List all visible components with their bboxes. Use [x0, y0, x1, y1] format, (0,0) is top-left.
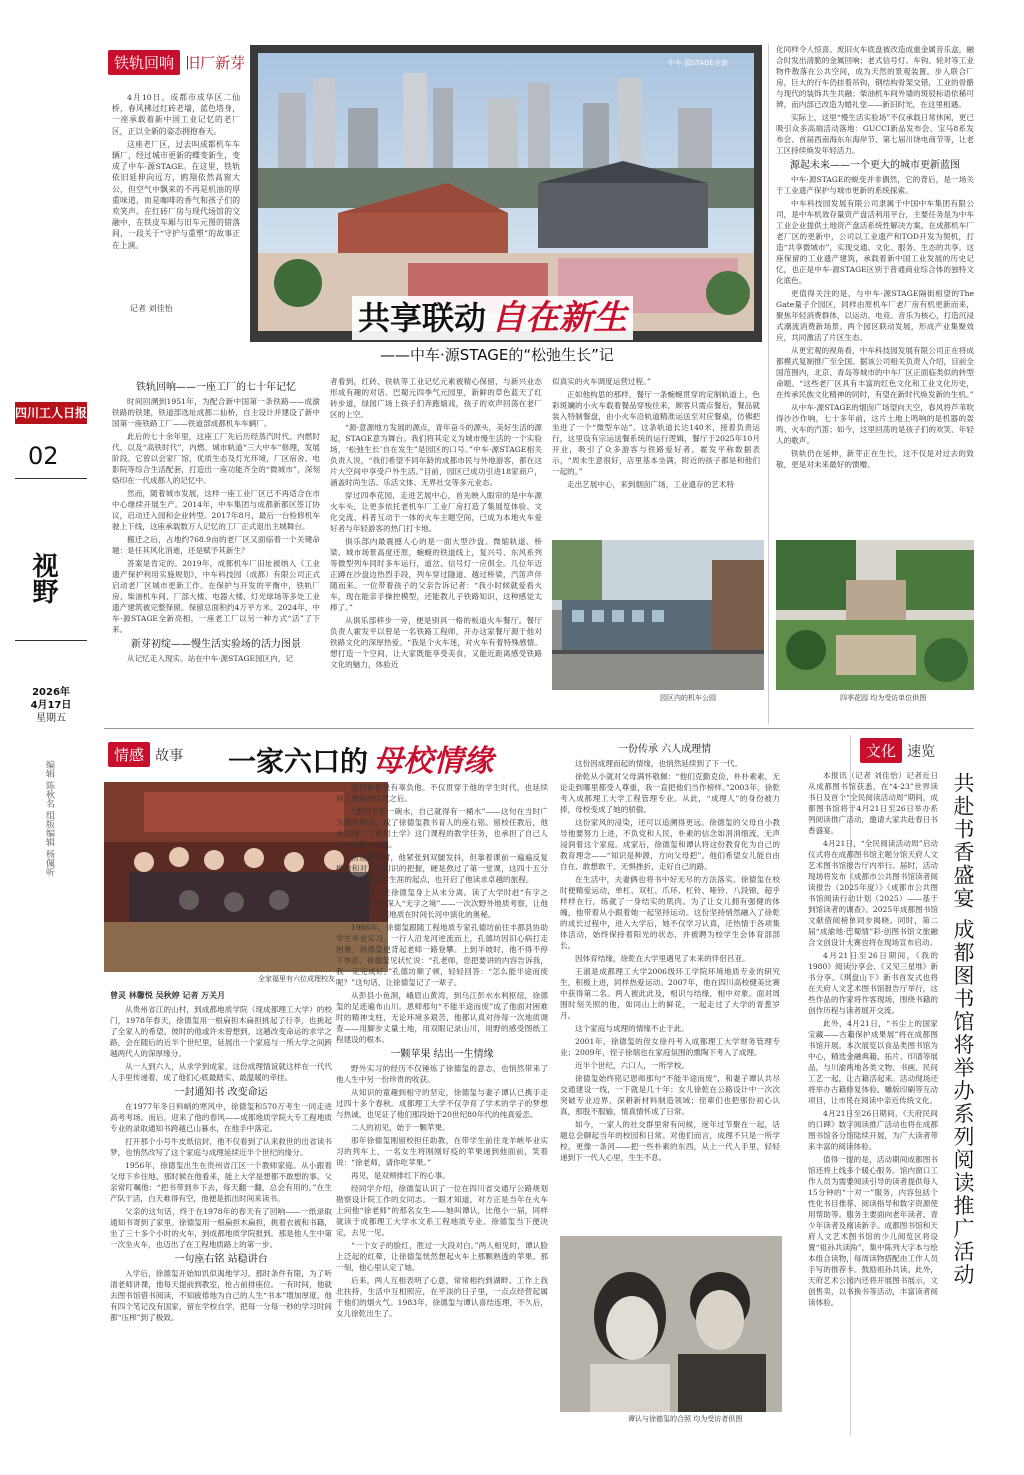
s2-p3: 在1977年冬日料峭的寒风中，徐德玺和570万考生一同走进高考考场。而后，迎来了他的春风——成都地质学院大专工程地质专业的录取通知书跨越已山暮水，在他手中落定。: [110, 1102, 332, 1133]
locomotive-park-photo: [552, 540, 764, 690]
s1-p13: 正如他构思的那样，餐厅一条蜿蜒贯穿的定制轨道上，色彩斑斓的小火车载着餐品穿梭往来，顾客只需点餐后，餐品就装入特制餐盘，由小火车沿轨道精准运送至对应餐桌，仿佛把坐进了一个“微型车站”。这条轨道长达140米，接着负责运行，这里设有宗运送餐系统的运行逻辑，餐厅于2025年10月开业，吸引了众多游客与铁路爱好者。霍发平称数据表示，“周末生意很好，店里基本坐满，附近的孩子都是和他们一起的。”: [552, 390, 760, 476]
editor-credits: 编辑 陈秋名 组版编辑 杨佩听: [44, 760, 54, 877]
s1-p8: “源·意源地方发展的源点，青年奋斗的源头，美好生活的源起，STAGE意为舞台。我们将其定义为城市慢生活的一个实验场，‘松弛生长’自在发生”是园区的口号。”中车·源STAGE相关负责人说，“我们希望不同年龄的成都市民与外地游客，都在这片大空间中享受户外生活。”目前，园区已成功引进18家商户，涵盖时尚生活、乐活文体、无界社交等多元业态。: [330, 423, 542, 487]
story2-tag-suffix: 故事: [155, 748, 184, 764]
couple-photo-caption: 谭认与徐德玺的合照 均为受访者供图: [628, 1415, 743, 1423]
issue-weekday: 星期五: [36, 713, 66, 724]
s2-p15: 从知识的童趣到相守的坚定，徐德玺与妻子谭认已携手走过四十多个春秋。成都理工大学不仅孕育了学术的学子的梦想与热诚，也见证了他们那段始于20世纪80年代的纯真爱恋。: [336, 1088, 548, 1119]
s1-p22: 铁轨仍在延伸，新芽正在生长，这不仅是对过去的致敬，更是对未来最好的馈赠。: [776, 449, 974, 469]
s1-p20: 从更宏观的视角看，中车科技园发展有限公司正在将成都模式复制推广至全国。据该公司相关负责人介绍，目前全国范围内，北京、青岛等城市的中车厂区正面临类似的转型命题。“这些老厂区具有丰富的红色文化和工业文化历史，在传承民族文化精神的同时，有望在新时代焕发新的生机。”: [776, 346, 974, 399]
s1-p16: 实际上，这里“慢生活实验场”不仅承载日常休闲，更已吸引众多高端活动落地：GUCCI新品发布会、宝马8系发布会、首届西南海东东海岸节、第七届川饶电商节等，让老工区持续焕发年轻活力。: [776, 113, 974, 155]
s2-p4: 打开那个小号牛皮纸信封，他不仅看到了认来救世的出省读书梦，也悄然改写了这个家庭与成理延续近半个世纪的缘分。: [110, 1137, 332, 1157]
s1-p19: 更值得关注的是，与中车·源STAGE隔街相望的The Gate量子介园区，同样由原机车厂老厂房有机更新而来，聚焦年轻消费群体，以运动、电竞、音乐为核心，打造沉浸式潮流消费新场景。两个园区联动发展，形成产业集聚效应，共同激活了片区生态。: [776, 289, 974, 342]
s2-p29: 2001年，徐德玺的侄女徐丹考入成都理工大学财务管理专业；2009年，侄子徐瑞也在家庭氛围的熏陶下考入了成理。: [560, 1037, 780, 1057]
s2-p22: 这份因成理而起的情缘，也悄然延续到了下一代。: [575, 759, 743, 768]
story1-lede2: 这座老厂区，过去叫成都机车车辆厂，经过城市更新的蝶变新生，变成了中车·源STAGE。在这里，铁轨依旧延伸向远方，鸥翔依然高窗大公，但空气中飘来的不再是机油的厚重味道，而是咖啡的香气和孩子们的欢笑声。在红砖厂房与现代场馆的交融中，在铁皮车厢与旧车元图的错落间，一段关于“守护与重塑”的故事正在上演。: [112, 139, 240, 250]
s2-p10: 初登讲台时，他紧张到双腿发抖，但靠着课前一遍遍反复推敲和对专业知识的把握，硬是熬过了第一堂课，这四十五分钟，成为他教学生涯的起点，也开启了他读求卓越的旅程。: [336, 853, 548, 884]
story2-tag: 情感: [108, 742, 150, 767]
s2-p28: 这个家庭与成理的情缘不止于此。: [575, 1024, 689, 1033]
story1-lede: 4月10日，成都市成华区二仙桥，春风拂过红砖老墙，蓝色塔身，一座承载着新中国工业记忆的老厂区，正以全新的姿态拥抱春天。: [112, 93, 240, 136]
story1-sub2: 新芽初绽——慢生活实验场的活力图景: [131, 639, 301, 650]
story1-subhead: ——中车·源STAGE的“松弛生长”记: [380, 346, 614, 364]
s2-p20: “一个女子的脸红，胜过一大段对白。”两人相见时，谭认脸上泛起的红晕，让徐德玺恍然想起火车上那颗熟透的苹果。那一刻，他心里认定了她。: [336, 1241, 548, 1272]
story1-tag: 铁轨回响: [108, 50, 180, 75]
s2-p21: 后来，两人互相表明了心意，常常相约到湖畔、工作上我北扶持，生活中互相照应，在平淡的日子里，一点点经营起属于他们的烟火气。1983年，徐德玺与谭认喜结连理，不久后，女儿徐乾出生了。: [336, 1276, 548, 1318]
s2-p8: 这份执着没有辜负他。不仅贯穿于他的学生时代，也延续到了他留校任教之后。: [336, 783, 548, 803]
s1-p3: 然而，随着城市发展，这样一座工业厂区已不再适合在市中心继续开展生产。2014年，中车集团与成都新都区签订协议，启动迁入园和企业转型。2017年8月，最后一台检修机车驶上下线，这座承载数万人记忆的工厂正式退出主城舞台。: [112, 489, 320, 531]
story2-headline-b: 母校情缘: [373, 744, 494, 779]
s2-p9: “要给学生一碗水，自己就得有一桶水”——这句在当时广为流传的话，成了徐德玺教书育人的座右铭。留校任教后，他来担起《工程岩土学》这门课程的教学任务，也承担了自己人生中的第一堂课。: [336, 807, 548, 849]
hero-photo: [258, 53, 754, 331]
s2-p1: 从贵州省江的山村，到成都地质学院（现成都理工大学）的校门，1978年春天，徐德玺用一根扁担木扁担挑起了行李，也挑起了全家人的希望。彼时的他或许未曾想到，这趟改变命运的求学之路，会在随后的近半个世纪里，延展出一个家庭与一所大学之间跨越两代人的深厚缘分。: [110, 1005, 332, 1058]
s3-p5: 4月21日至26日期间，《天府民间的口碑》数字阅读推广活动也将在成都图书馆各分馆陆续开展，为广大读者带来丰富的阅读体验。: [808, 1109, 938, 1151]
story1-headline-b: 自在新生: [491, 298, 628, 338]
section-name: 视野: [28, 552, 58, 604]
s3-p6: 值得一提的是，活动期间成都图书馆还将上线多个暖心服务。馆内窗口工作人员为需要阅读引导的读者提供每人15分钟的“一对一”服务，内容包括个性化书目推荐、阅读指导和数字资源使用帮助等。服务主要面向老年读者、青少年读者及阅读新手。成都图书馆和天府人文艺术图书馆的少儿阅览区将设置“祖孙共读角”，集中陈列大字本与绘本组合读物，每周读物搭配由工作人员手写的推荐卡。鼓励祖孙共读。此外，天府艺术公园内还将开展图书展示，文创售卖，以书换书等活动，丰富读者阅读体验。: [808, 1155, 938, 1307]
masthead-logo: [15, 402, 87, 424]
story2-headline-a: 一家六口的: [228, 745, 369, 778]
s2-p7: 入学后，徐德玺开始如饥似渴地学习。那时条件有限，为了听清老师讲课，他每天提前到教室，抢占前排座位。一有时间，他就去图书馆借书阅读，不知疲倦地为自己的人生“书本”增加厚度。他有四个笔记没有国家，留在学校自学，把每一分每一秒的学习时间都“压榨”到了极致。: [110, 1269, 332, 1322]
issue-date: 4月17日: [30, 700, 72, 711]
s1-p4: 搬迁之后，占地约768.9亩的老厂区又面临着一个关键命题：是任其风化消逝，还是赋予其新生？: [112, 535, 320, 555]
s2-p18: 再见，是双颊排红下的心事。: [351, 1171, 450, 1180]
s2-p6: 父亲的这句话，终于在1978年的春天有了回响——一纸录取通知书寄到了家里。徐德玺用一根扁担木扁担，挑着衣被和书籍，坐了三十多个小时的火车，到成都地质学院报到。那是他人生中第一次坐火车，也迈出了在工程地质路上的第一步。: [110, 1207, 332, 1249]
story3-headline: 共赴书香盛宴 成都图书馆将举办系列阅读推广活动: [951, 772, 975, 1287]
story3-tag: 文化: [860, 738, 902, 763]
s2-p31: 徐德玺始终铭记恩师那句“不能半途而废”，和妻子谭认共尽交通建设一线，一下就是几十年；女儿徐乾在公路设计中一次次突破专业边界，深耕新材料制造领域；侄辈们也把那份初心认真，那股不服输，情真情怀成了日常。: [560, 1074, 780, 1116]
s2-p16: 二人的初见，始于一颗苹果。: [351, 1123, 450, 1132]
s1-p12: 似真实的火车调度运营过程。”: [552, 377, 651, 386]
s2-p12: 1986年，徐德玺跟随工程地质专家孔德坊前往丰都县协助学生毕业实习。一行人沿龙河逆流而上，孔德坊因旧心病打走困难，徐德玺便背起老师一路登攀。上到半坡时，他不得不停下休息，徐德玺见状忙说：“孔老师，您把要讲的内容告诉我，我一定完成好。”孔德坊顺了顿，轻轻回答：“怎么能半途而废呢？”这句话，让徐德玺记了一辈子。: [336, 923, 548, 987]
s2-p26: 因体育结缘，徐乾在大学里遇见了未来的伴侣吕亚。: [575, 954, 750, 963]
story3-tag-suffix: 速览: [907, 744, 936, 760]
s2-p11: 知与行，在徐德玺身上从未分离。读了大学时赶“有字之书”，实习中则深入“无字之境”——一次次野外地质考察，让他真正读懂了工程地质在时间长河中演化的奥秘。: [336, 888, 548, 919]
story1-sub1: 铁轨回响——一座工厂的七十年记忆: [136, 382, 296, 393]
s1-p14: 走出艺展中心，来到烟囱广场，工业遗存的艺术特: [567, 480, 735, 489]
s1-p5: 答案是肯定的。2019年，成都机车厂旧址被纳入《工业遗产保护利用实施规划》，中车科技园（成都）有限公司正式启动老厂区城市更新工作。在保护与开发的平衡中，铁轨厂房、柴油机车间、厂部大楼、电器大楼、灯光球场等多处工业遗产建筑被完整保留。保留总面积约4万平方米。2024年，中车·源STAGE全新亮相，一座老工厂以另一种方式“活”了下来。: [112, 559, 320, 634]
s2-p14: 野外实习的经历不仅锤炼了徐德玺的意志，也悄然带来了他人生中另一份珍贵的收获。: [336, 1064, 548, 1084]
s2-p17: 那年徐德玺刚留校担任助教，在带学生前往龙羊峡毕业实习的列车上，一名女生将刚刚好疫的苹果递到他面前，笑着说：“徐老师，请你吃苹果。”: [336, 1136, 548, 1167]
s2-p25: 在生活中，夫妻俩也将书中好无尽的方法落实。徐德玺在校时便精爱运动，单杠、双杠、爪环、杠铃、哑铃、八段锦，超乎样样在行，练就了一身结实的肌肉。为了让女儿拥有强健的体魄，他带着从小跟着她一起坚持运动。这份坚持悄然融入了徐乾的成长过程中，进入大学后，她不仅学习认真，还热情于各项集体活动，始终保持着阳光的状态，并被聘为校学生会体育部部长。: [560, 875, 780, 950]
s1-p17: 中车·源STAGE的蜕变并非偶然，它的背后，是一场关于工业遗产保护与城市更新的系统探索。: [776, 175, 974, 195]
s3-p2: 4月21日，“全民阅读活动周”启动仪式将在成都图书馆主题分馆天府人文艺术图书馆报告厅内举行。届时，活动现场将发布《成都市公共图书馆读者阅读报告（2025年度）》《成都市公共图书馆阅读行动计划（2025）——基于到馆读者的调查》。2025年成都图书馆文献借阅榜单同步揭晓。同时，第二届“成渝地·巴蜀情”彩·创图书馆文旅融合文创设计大赛也将在现场宣布启动。: [808, 839, 938, 947]
s1-p15: 化同样令人惊喜。废旧火车底盘被改造成重金属音乐盒，融合时发出清脆的金属回响；老式信号灯、车钩、轮对等工业物件散落在公共空间，成为天然的景观装置。步入联合厂房，巨大的行车仍挂着吊钩，钢结构骨架交错，工业的骨骼与现代的装饰共生共融；柴油机车间外墙的斑驳标语依稀可辨，而内部已改造为婚礼堂——新旧时光，在这里相遇。: [776, 45, 974, 109]
page-number: 02: [28, 442, 59, 470]
s3-p3: 4月21日至26日期间，《我的1980》阅读分享会、《又见三星堆》新书分享、《琪盘山下》新书首发式也将在天府人文艺术图书馆报告厅举行，这些作品的作家将作客现场，围绕书籍的创作历程与读者展开交流。: [808, 951, 938, 1015]
s2-p23: 徐乾从小就对父母满怀敬佩：“他们克勤克俭，朴朴素素，无论走到哪里都受人尊重，我一直把他们当作榜样。”2003年，徐乾考入成都理工大学工程管理专业。从此，“成理人”的身份被力捧，母校变成了她的骄傲。: [560, 772, 780, 814]
couple-photo: [560, 1236, 782, 1412]
story2-byline: 曾灵 林馨悦 吴秋婷 记者 万关月: [110, 991, 226, 1000]
s1-p1: 时间回溯到1951年，为配合新中国第一条铁路——成渝铁路的铁建，铁道部选址成都二仙桥，自主设计并建设了新中国第一座铁路工厂——铁道部成都机车车辆厂。: [112, 397, 320, 428]
s2-p13: 从彭县小鱼洞，峨眉山黄湾，到乌江彭水水利枢纽，徐德玺的足迹遍布山川。恩师那句“不能半途而废”成了他面对困难时的精神支柱，无论环境多艰苦，他都认真对待每一次地质调查——用脚步丈量土地，用双眼记录山川，用野的感受图纸工程建设的根本。: [336, 991, 548, 1044]
s1-p18: 中车科技园发展有限公司隶属于中国中车集团有限公司，是中车机效存量资产盘活利用平台，主要任务是为中车工业企业提供土地资产盘活系统性解决方案。在成都机车厂老厂区的更新中，公司以工业遗产和TOD开发为契机，打造“共享微城市”，实现交通、文化、服务、生态的共享。这座保留的工业遗产建筑，承载着新中国工业发展的历史记忆，也正是中车·源STAGE区别于普通商业综合体的独特文化底色。: [776, 199, 974, 285]
story2-sub2: 一句座右铭 站稳讲台: [174, 1254, 268, 1265]
story1-tag-suffix: 旧厂新芽: [185, 54, 246, 72]
s1-p9: 穿过四季花园，走进艺展中心，首先映入眼帘的是中车源火车头，让更多依托老机车厂工业厂房打造了集展览体验、文化交流、科普互动于一体的火车主题空间，已成为本地火车爱好者与年轻游客的热门打卡地。: [330, 491, 542, 533]
s2-p19: 经同学介绍，徐德玺认识了一位在四川省交通厅公路规划勘察设计院工作的女同志。一眼才知道，对方正是当年在火车上问他“徐老师”的那名女生——她叫谭认，比他小一届，同样就读于成都理工大学水文系工程地质专业。徐德玺当下便决定，去见一见。: [336, 1184, 548, 1237]
four-seasons-garden-photo: [776, 540, 974, 690]
s1-p6: 从记忆走入现实。站在中车·源STAGE园区内，记: [127, 654, 294, 663]
s2-p2: 从一人到六人，从求学到成家，这份成理情谊就这样在一代代人手里传递着，成了他们心底最踏实、最温暖的牵挂。: [110, 1062, 332, 1082]
story2-sub3: 一颗苹果 结出一生情缘: [390, 1049, 494, 1060]
locomotive-park-caption: 园区内的机车公园: [660, 694, 716, 702]
story2-sub4: 一份传承 六人成理情: [618, 744, 712, 755]
s1-p21: 从中车·源STAGE的烟囱广场望向天空，春风将芦苇吹得沙沙作响，七十多年前，这片土地上鸣响的是机器的轰鸣、火车的汽笛；如今，这里回荡的是孩子们的欢笑、年轻人的歌声。: [776, 403, 974, 445]
issue-year: 2026年: [32, 687, 70, 698]
s2-p24: 这份家风的浸染，还可以追溯得更远。徐德玺的父母自小教导他要努力上进，不负党和人民，朴素的信念如涓涓细流，无声浸润着这个家庭。成家后，徐德玺和谭认将这份教育化为自己的教育理念——“知识是种源，方向父母把”。他们希望女儿能自由自在、敢想敢干、无惧挫折，走好自己的路。: [560, 818, 780, 871]
paper-name: 四川工人日报: [15, 406, 88, 420]
s1-p10: 俱乐部内最震撼人心的是一面大型沙盘。微缩轨道、桥梁、城市场景高度还原，蜿蜒的铁道线上，复兴号、东风系列等微型列车同时多车运行，道岔、信号灯一应俱全。几位年迈正蹲在沙盘边热烈手段，列车穿过隧道、越过桥梁，汽笛声伴随而来。一位带着孩子的父亲告诉记者：“我小时候就爱看火车，现在能亲手操控模型，还能教儿子铁路知识，这种感觉太棒了。”: [330, 537, 542, 612]
s1-p2: 此后的七十余年里，这座工厂先后历经蒸汽时代、内燃时代、以及“高铁时代”，内燃、城市轨道“三大中车”修理，发展阶段。它曾以会家厂馆，优质生态及灯光环境，厂区宿舍、电影院等综合生活配套，打造出一座功能齐全的“微城市”，深刻烙印在一代成都人的记忆中。: [112, 432, 320, 485]
story1-reporter: 记者 刘佳怡: [130, 304, 173, 313]
s1-p11: 从俱乐部移步一旁，便是别具一格的板道火车餐厅。餐厅负责人霍发平以曾是一名铁路工程师，开办这家餐厅源于他对铁路文化的深厚热爱。“我是个火车迷，对火车有着特殊感情。想打造一个空间，让大家既能享受美食，又能近距离感受铁路文化的魅力，体验近: [330, 616, 542, 669]
family-photo-caption: 全家福里有六位成理校友: [258, 975, 335, 983]
story2-sub1: 一封通知书 改变命运: [174, 1087, 268, 1098]
s1-p7: 者看到，红砖、铁轨等工业记忆元素被精心保留，与新兴业态形成有趣的对话。巴蜀元四季气元园里，新鲜的草色蓝天了红砖步道，绿园广场上孩子们奔跑嬉戏，孩子的欢声回荡在老厂区的上空。: [330, 377, 542, 419]
story1-sub3: 源起未来——一个更大的城市更新蓝图: [790, 160, 960, 171]
s3-p1: 本报讯（记者 刘佳怡）记者近日从成都图书馆获悉，在“4·23”世界读书日及首个“全民阅读活动周”期间，成都图书馆将于4月21日至26日举办系列阅读推广活动，邀请大家共赴春日书香盛宴。: [808, 771, 938, 835]
four-seasons-garden-caption: 四季花园 均为受访单位供图: [840, 694, 927, 702]
hero-photo-credit: 中车·源STAGE全貌: [668, 59, 728, 67]
story1-headline-a: 共享联动: [358, 299, 487, 337]
s2-p32: 如今，一家人的社交群里常有问候，迷年过节聚在一起，话题总会聊起当年的校园和日常。对他们而言，成理不只是一所学校，更像一条河——把一些朴素的东西，从上一代人手里，轻轻递到下一代人心里，生生不息。: [560, 1120, 780, 1162]
s2-p30: 近半个世纪，六口人，一所学校。: [575, 1061, 689, 1070]
s3-p4: 此外，4月21日，“书尘上的国家宝藏——古籍保护成果展”将在成都图书馆开展。本次展览以食品类图书馆为中心，精选金融典籍、拓片、印谱等展品，与川渝两地各类文物、书画、民间工艺一起，让古籍活起来。活动现场还将举办古籍修复体验、雕版印刷等互动项目，让市民在阅读中亲近传统文化。: [808, 1019, 938, 1105]
s2-p5: 1956年，徐德玺出生在贵州省江区一个教师家庭。从小跟着父母下乡住地，那时候在他看来，能上大学是想都不敢想的事。父亲常叮嘱他：“把书带到乡下去，每天翻一翻，总会有用的。”在生产队干活，白天难得有空，他便是抓出时间来读书。: [110, 1161, 332, 1203]
s2-p27: 王淑是成都理工大学2006级环工学院环境地质专业的研究生，积极上进，同样热爱运动。2007年，他在四川高校健美比赛中获得第二名。两人被此此及，相识与结缘，相中对象。面对周围时刻关照的他，如同山上的鲜花，一起走过了大学的青葱岁月。: [560, 967, 780, 1020]
